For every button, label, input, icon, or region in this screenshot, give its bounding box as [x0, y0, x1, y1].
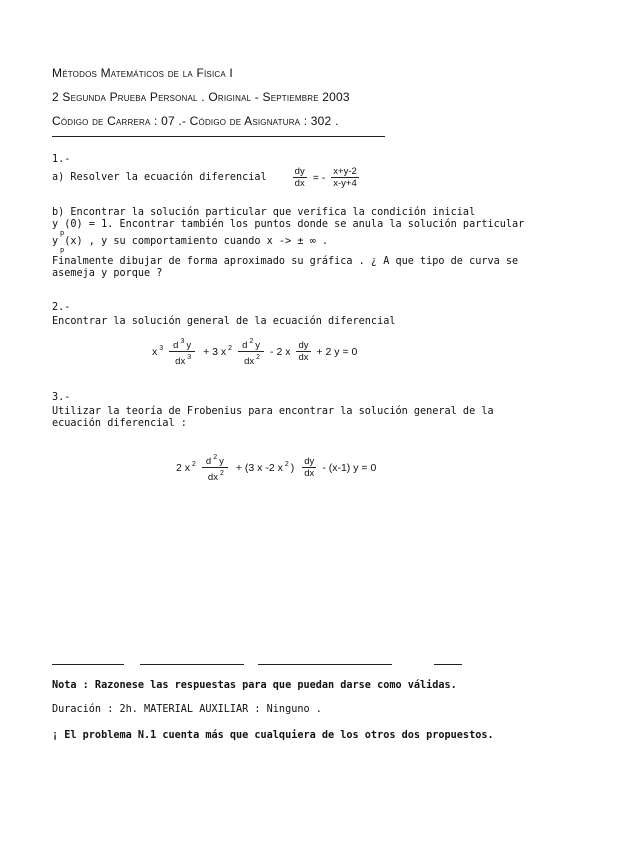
problem-1b-line-2: y (0) = 1. Encontrar también los puntos donde se anula la solución particular — [52, 219, 525, 230]
problem-1a-text: a) Resolver la ecuación diferencial — [52, 172, 267, 183]
footer-divider-1 — [52, 664, 124, 665]
course-title: Métodos Matemáticos de la Física I — [52, 66, 233, 80]
footer-note: Nota : Razonese las respuestas para que puedan darse como válidas. — [52, 680, 457, 691]
problem-3-number: 3.- — [52, 392, 71, 403]
header-divider — [52, 136, 385, 137]
problem-1a — [52, 166, 363, 189]
exam-codes: Código de Carrera : 07 .- Código de Asignatura : 302 . — [52, 114, 339, 128]
footer-remark: ¡ El problema N.1 cuenta más que cualquiera de los otros dos propuestos. — [52, 730, 494, 741]
first-derivative-fraction: $\frac{dy}{dx}$ — [304, 456, 315, 479]
subscript-p-2: p — [60, 246, 65, 254]
problem-2-equation: x $^3$ $\frac{d ^3 y}{dx ^3}$ + 3 x $^2$ $\frac{d ^2 y}{dx ^2}$ - 2 x $\frac{dy}{dx}$ + 2 y = 0 — [152, 338, 358, 367]
problem-3-equation: 2 x $^2$ $\frac{d ^2 y}{dx ^2}$ + (3 x -2 x $^2$ ) $\frac{dy}{dx}$ - (x-1) y = 0 — [176, 454, 377, 483]
problem-1-number: 1.- — [52, 154, 71, 165]
problem-2-text: Encontrar la solución general de la ecuación diferencial — [52, 316, 396, 327]
first-derivative-fraction: $\frac{dy}{dx}$ — [298, 340, 309, 363]
problem-1b-line-1: b) Encontrar la solución particular que verifica la condición inicial — [52, 207, 476, 218]
footer-divider-2 — [140, 664, 244, 665]
problem-1b-line-3: y (x) , y su comportamiento cuando x -> ± ∞ . — [52, 236, 329, 247]
footer-duration: Duración : 2h. MATERIAL AUXILIAR : Ninguno . — [52, 704, 322, 715]
problem-3-line-2: ecuación diferencial : — [52, 418, 187, 429]
third-derivative-fraction: $\frac{d ^3 y}{dx ^3}$ — [167, 336, 197, 367]
problem-1a-equation: $\frac{dy}{dx}$ = - $\frac{x+y-2}{x-y+4}$ — [289, 166, 363, 189]
second-derivative-fraction: $\frac{d ^2 y}{dx ^2}$ — [200, 452, 230, 483]
second-derivative-fraction: $\frac{d ^2 y}{dx ^2}$ — [236, 336, 266, 367]
problem-1b-line-5: asemeja y porque ? — [52, 268, 163, 279]
subscript-p-1: p — [60, 229, 65, 237]
rhs-fraction: $\frac{x+y-2}{x-y+4}$ — [333, 166, 357, 189]
problem-3-line-1: Utilizar la teoría de Frobenius para encontrar la solución general de la — [52, 406, 494, 417]
footer-divider-4 — [434, 664, 462, 665]
problem-2-number: 2.- — [52, 302, 71, 313]
problem-1b-line-4: Finalmente dibujar de forma aproximado su gráfica . ¿ A que tipo de curva se — [52, 256, 519, 267]
exam-subtitle: 2 Segunda Prueba Personal . Original - Septiembre 2003 — [52, 90, 350, 104]
footer-divider-3 — [258, 664, 392, 665]
dy-dx-fraction: $\frac{dy}{dx}$ — [294, 166, 305, 189]
